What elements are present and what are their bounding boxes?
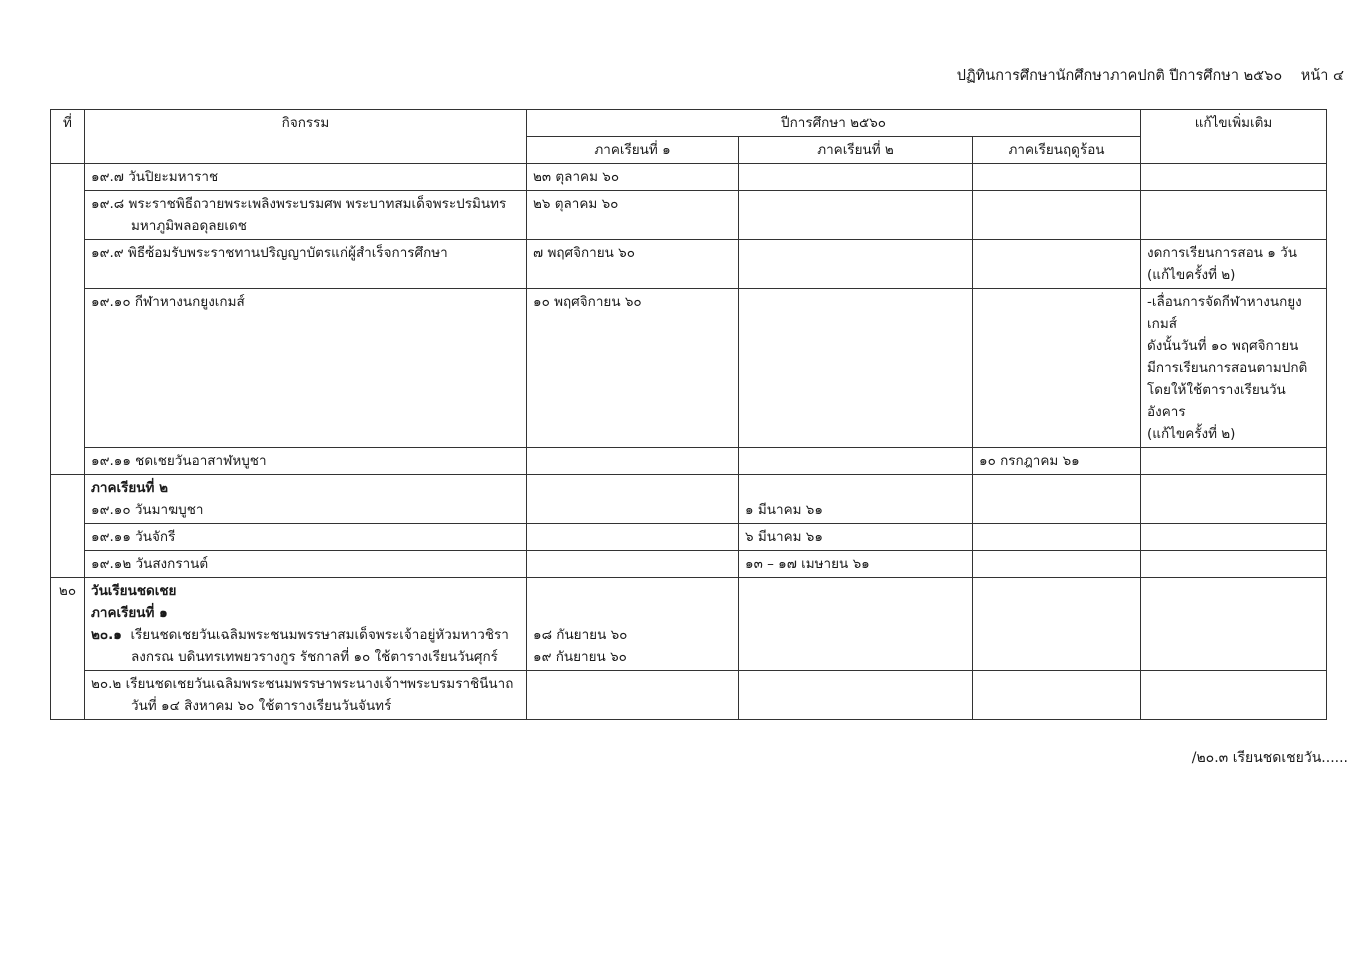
item-number: ๒๐.๑: [91, 627, 122, 643]
note-line: งดการเรียนการสอน ๑ วัน: [1147, 245, 1297, 261]
row-no-cell: [51, 164, 85, 475]
table-row: [51, 671, 1327, 720]
term2-cell: [739, 448, 973, 475]
term1-cell: ๒๖ ตุลาคม ๖๐: [527, 191, 739, 240]
activity-cell: ๑๙.๑๐ กีฬาหางนกยูงเกมส์: [85, 289, 527, 448]
note-line: ดังนั้นวันที่ ๑๐ พฤศจิกายน: [1147, 338, 1299, 354]
note-cell: [1141, 551, 1327, 578]
section-heading: วันเรียนชดเชย: [91, 583, 177, 599]
table-row: [51, 289, 1327, 448]
col-header-no: ที่: [51, 110, 85, 164]
activity-cell: [85, 671, 527, 720]
activity-line: มหาภูมิพลอดุลยเดช: [131, 218, 247, 234]
table-row: [51, 524, 1327, 551]
summer-cell: [973, 578, 1141, 671]
note-cell: [1141, 475, 1327, 524]
summer-cell: ๑๐ กรกฎาคม ๖๑: [973, 448, 1141, 475]
summer-cell: [973, 475, 1141, 524]
activity-cell: [85, 578, 527, 671]
table-row: [51, 551, 1327, 578]
term1-cell: [527, 524, 739, 551]
note-line: โดยให้ใช้ตารางเรียนวันอังคาร: [1147, 382, 1286, 420]
note-cell: [1141, 289, 1327, 448]
summer-cell: [973, 240, 1141, 289]
table-row: [51, 240, 1327, 289]
activity-line: ๑๙.๑๐ วันมาฆบูชา: [91, 502, 204, 518]
note-cell: [1141, 671, 1327, 720]
calendar-table: [50, 109, 1327, 720]
summer-cell: [973, 289, 1141, 448]
term2-cell: [739, 191, 973, 240]
term2-cell: [739, 578, 973, 671]
table-row: [51, 475, 1327, 524]
term1-value: ๑๙ กันยายน ๖๐: [533, 649, 627, 665]
page-header: [943, 64, 1344, 87]
term1-cell: ๒๓ ตุลาคม ๖๐: [527, 164, 739, 191]
summer-cell: [973, 191, 1141, 240]
activity-cell: ๑๙.๑๑ วันจักรี: [85, 524, 527, 551]
table-row: [51, 578, 1327, 671]
activity-line: วันที่ ๑๔ สิงหาคม ๖๐ ใช้ตารางเรียนวันจันทร์: [131, 698, 392, 714]
activity-line: ลงกรณ บดินทรเทพยวรางกูร รัชกาลที่ ๑๐ ใช้ตารางเรียนวันศุกร์: [131, 649, 498, 665]
note-cell: [1141, 524, 1327, 551]
note-cell: [1141, 191, 1327, 240]
col-header-activity: กิจกรรม: [85, 110, 527, 164]
row-no-cell: ๒๐: [51, 578, 85, 720]
activity-cell: ๑๙.๑๑ ชดเชยวันอาสาฬหบูชา: [85, 448, 527, 475]
activity-cell: ๑๙.๑๒ วันสงกรานต์: [85, 551, 527, 578]
col-header-term1: ภาคเรียนที่ ๑: [527, 137, 739, 164]
col-header-summer: ภาคเรียนฤดูร้อน: [973, 137, 1141, 164]
row-no-cell: [51, 475, 85, 578]
term1-cell: ๑๐ พฤศจิกายน ๖๐: [527, 289, 739, 448]
table-row: [51, 164, 1327, 191]
table-row: [51, 191, 1327, 240]
note-line: (แก้ไขครั้งที่ ๒): [1147, 267, 1236, 283]
term1-cell: [527, 578, 739, 671]
term2-cell: [739, 475, 973, 524]
activity-cell: ๑๙.๗ วันปิยะมหาราช: [85, 164, 527, 191]
term1-value: ๑๘ กันยายน ๖๐: [533, 627, 628, 643]
term2-value: ๑ มีนาคม ๖๑: [745, 502, 823, 518]
section-heading: ภาคเรียนที่ ๑: [91, 605, 168, 621]
term2-cell: ๖ มีนาคม ๖๑: [739, 524, 973, 551]
term2-cell: [739, 289, 973, 448]
term1-cell: [527, 671, 739, 720]
col-header-note: แก้ไขเพิ่มเติม: [1141, 110, 1327, 164]
activity-cell: ๑๙.๙ พิธีซ้อมรับพระราชทานปริญญาบัตรแก่ผู้สำเร็จการศึกษา: [85, 240, 527, 289]
term2-cell: [739, 671, 973, 720]
term2-cell: [739, 164, 973, 191]
summer-cell: [973, 164, 1141, 191]
page-number: หน้า ๔: [1300, 68, 1344, 84]
document-title: ปฏิทินการศึกษานักศึกษาภาคปกติ ปีการศึกษา ๒๕๖๐: [956, 68, 1283, 84]
note-line: -เลื่อนการจัดกีฬาหางนกยูง: [1147, 294, 1302, 310]
col-header-year: ปีการศึกษา ๒๕๖๐: [527, 110, 1141, 137]
activity-line: เรียนชดเชยวันเฉลิมพระชนมพรรษาสมเด็จพระเจ้าอยู่หัวมหาวชิรา: [130, 627, 509, 643]
activity-line: ๑๙.๘ พระราชพิธีถวายพระเพลิงพระบรมศพ พระบาทสมเด็จพระปรมินทร: [91, 196, 507, 212]
note-cell: [1141, 240, 1327, 289]
activity-cell: [85, 475, 527, 524]
table-row: [51, 448, 1327, 475]
term2-cell: [739, 240, 973, 289]
term1-cell: ๗ พฤศจิกายน ๖๐: [527, 240, 739, 289]
note-line: มีการเรียนการสอนตามปกติ: [1147, 360, 1308, 376]
summer-cell: [973, 551, 1141, 578]
col-header-term2: ภาคเรียนที่ ๒: [739, 137, 973, 164]
summer-cell: [973, 524, 1141, 551]
note-cell: [1141, 578, 1327, 671]
note-line: เกมส์: [1147, 316, 1177, 332]
term2-cell: ๑๓ – ๑๗ เมษายน ๖๑: [739, 551, 973, 578]
term1-cell: [527, 448, 739, 475]
note-cell: [1141, 164, 1327, 191]
note-cell: [1141, 448, 1327, 475]
section-heading: ภาคเรียนที่ ๒: [91, 480, 169, 496]
note-line: (แก้ไขครั้งที่ ๒): [1147, 426, 1236, 442]
term1-cell: [527, 551, 739, 578]
activity-cell: [85, 191, 527, 240]
summer-cell: [973, 671, 1141, 720]
activity-line: ๒๐.๒ เรียนชดเชยวันเฉลิมพระชนมพรรษาพระนางเจ้าฯพระบรมราชินีนาถ: [91, 676, 514, 692]
continuation-note: /๒๐.๓ เรียนชดเชยวัน......: [1191, 750, 1348, 766]
term1-cell: [527, 475, 739, 524]
